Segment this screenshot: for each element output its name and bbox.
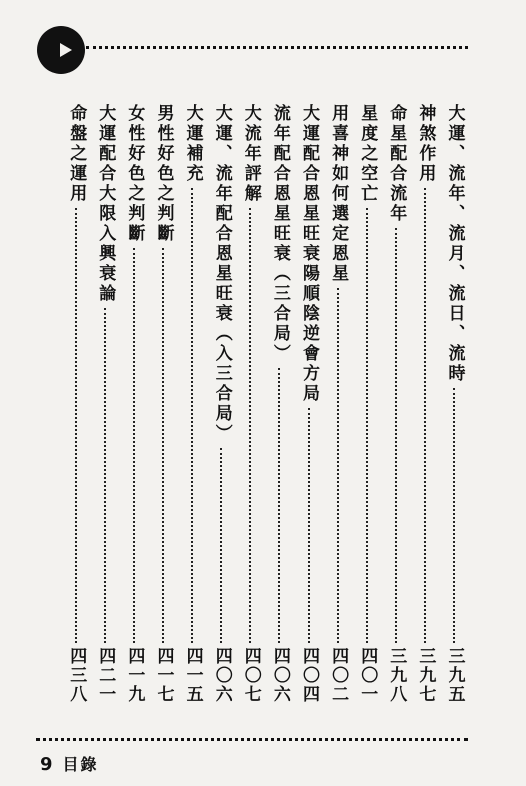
toc-leader-dots	[366, 208, 368, 643]
toc-entry[interactable]	[297, 104, 321, 704]
toc-entry-title: 神煞作用	[415, 104, 436, 184]
toc-entry[interactable]	[413, 104, 437, 704]
toc-entry-page: 四〇四	[299, 647, 319, 704]
publisher-logo-icon	[36, 25, 86, 75]
bottom-dotted-rule	[36, 738, 468, 741]
toc-entry[interactable]	[180, 104, 204, 704]
toc-entry-page: 四三八	[66, 647, 87, 704]
toc-entry-title: 命盤之運用	[66, 104, 87, 204]
toc-leader-dots	[337, 288, 339, 643]
page-footer	[40, 752, 99, 775]
toc-leader-dots	[395, 228, 397, 643]
toc-entry-page: 四二一	[95, 647, 116, 704]
toc-entry[interactable]	[238, 104, 262, 704]
toc-entry[interactable]	[151, 104, 175, 704]
toc-entry[interactable]	[326, 104, 350, 704]
toc-leader-dots	[220, 448, 222, 643]
toc-entry-page: 四一七	[153, 647, 174, 704]
toc-entry-page: 四〇七	[240, 647, 261, 704]
toc-leader-dots	[453, 388, 455, 643]
toc-entry-title: 流年配合恩星旺衰（三合局）	[269, 104, 290, 364]
toc-entry-page: 四〇二	[328, 647, 349, 704]
toc-entry-title: 星度之空亡	[357, 104, 378, 204]
top-dotted-rule	[86, 46, 468, 49]
page-number: 9	[40, 754, 53, 775]
toc-entry[interactable]	[384, 104, 408, 704]
toc-leader-dots	[424, 188, 426, 643]
toc-entry-title: 命星配合流年	[386, 104, 407, 224]
toc-leader-dots	[278, 368, 280, 643]
footer-section-title: 目錄	[62, 755, 99, 774]
toc-entry-title: 大運、流年、流月、流日、流時	[444, 104, 465, 384]
toc-entry-page: 四〇六	[211, 647, 232, 704]
toc-entry[interactable]	[209, 104, 233, 704]
toc-entry-title: 男性好色之判斷	[153, 104, 174, 244]
toc-entry-page: 四〇六	[269, 647, 290, 704]
toc-entry-page: 四一九	[124, 647, 145, 704]
toc-entry-page: 三九七	[415, 647, 436, 704]
toc-entry-title: 大流年評解	[240, 104, 261, 204]
toc-leader-dots	[104, 308, 106, 643]
toc-entry-page: 四〇一	[357, 647, 378, 704]
toc-entry-title: 大運配合恩星旺衰陽順陰逆會方局	[299, 104, 319, 404]
toc-leader-dots	[191, 188, 193, 643]
toc-entry-page: 三九八	[386, 647, 407, 704]
toc-leader-dots	[308, 408, 310, 643]
toc-leader-dots	[162, 248, 164, 643]
toc-entry-title: 大運補充	[182, 104, 203, 184]
toc-entry[interactable]	[355, 104, 379, 704]
toc-entry[interactable]	[267, 104, 291, 704]
toc-entry[interactable]	[442, 104, 466, 704]
toc-entry-title: 大運配合大限入興衰論	[95, 104, 116, 304]
toc-entry-page: 四一五	[182, 647, 203, 704]
toc-leader-dots	[249, 208, 251, 643]
toc-entry[interactable]	[64, 104, 88, 704]
toc-entry[interactable]	[122, 104, 146, 704]
toc-leader-dots	[75, 208, 77, 643]
toc-entry[interactable]	[93, 104, 117, 704]
toc-entry-title: 女性好色之判斷	[124, 104, 145, 244]
toc-entry-page: 三九五	[444, 647, 465, 704]
toc-entry-title: 用喜神如何選定恩星	[328, 104, 349, 284]
toc-entry-title: 大運、流年配合恩星旺衰（入三合局）	[211, 104, 232, 444]
toc-leader-dots	[133, 248, 135, 643]
